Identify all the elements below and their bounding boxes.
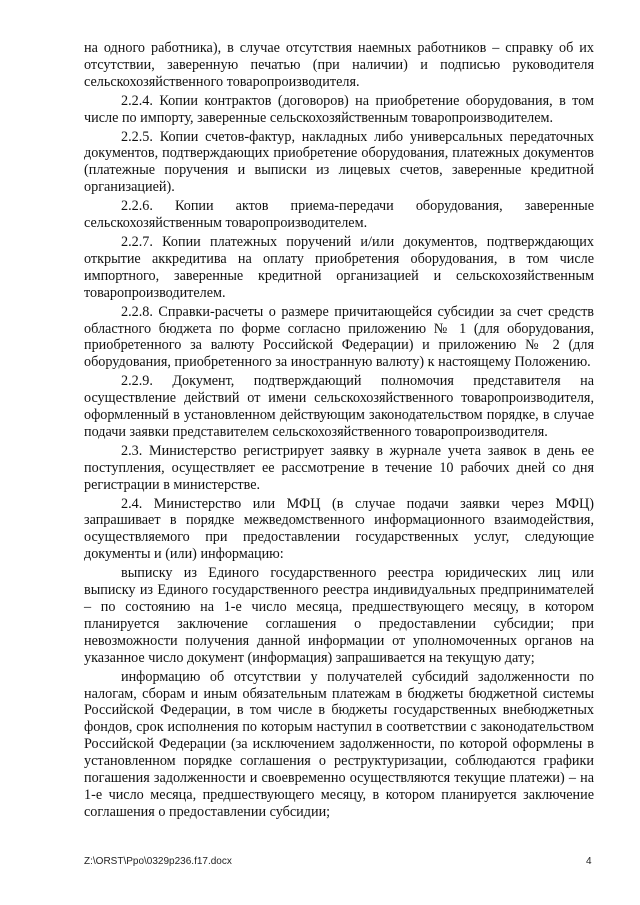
paragraph-2-4-egr-extract: выписку из Единого государственного реестра юридических лиц или выписку из Единого государственного реестра индивидуальных предпринимателей – по состоянию на 1-е число месяца, предшествующего месяцу, в котором планируется заключение соглашения о предоставлении субсидии; при невозможности получения данной информации от уполномоченных органов на указанное число документ (информация) запрашивается на текущую дату;: [84, 565, 594, 666]
paragraph-2-2-4: 2.2.4. Копии контрактов (договоров) на приобретение оборудования, в том числе по импорту, заверенные сельскохозяйственным товаропроизводителем.: [84, 92, 594, 126]
document-body: [84, 40, 594, 823]
paragraph-2-2-5: 2.2.5. Копии счетов-фактур, накладных либо универсальных передаточных документов, подтверждающих приобретение оборудования, платежных документов (платежные поручения и выписки из лицевых счетов, заверенные кредитной организацией).: [84, 128, 594, 196]
paragraph-2-4: 2.4. Министерство или МФЦ (в случае подачи заявки через МФЦ) запрашивает в порядке межведомственного информационного взаимодействия, осуществляемого при предоставлении государственных услуг, следующие документы и (или) информацию:: [84, 495, 594, 563]
paragraph-2-3: 2.3. Министерство регистрирует заявку в журнале учета заявок в день ее поступления, осуществляет ее рассмотрение в течение 10 рабочих дней со дня регистрации в министерстве.: [84, 442, 594, 493]
page-number: 4: [586, 856, 592, 867]
paragraph-2-4-tax-debt-info: информацию об отсутствии у получателей субсидий задолженности по налогам, сборам и иным обязательным платежам в бюджеты бюджетной системы Российской Федерации, в том числе в бюджеты государственных внебюджетных фондов, срок исполнения по которым наступил в соответствии с законодательством Российской Федерации (за исключением задолженности, по которой оформлены в установленном порядке соглашения о реструктуризации, соблюдаются графики погашения задолженности и своевременно осуществляются текущие платежи) – на 1-е число месяца, предшествующего месяцу, в котором планируется заключение соглашения о предоставлении субсидии;: [84, 668, 594, 820]
paragraph-2-2-6: 2.2.6. Копии актов приема-передачи оборудования, заверенные сельскохозяйственным товаропроизводителем.: [84, 198, 594, 232]
paragraph-2-2-8: 2.2.8. Справки-расчеты о размере причитающейся субсидии за счет средств областного бюджета по форме согласно приложению № 1 (для оборудования, приобретенного за валюту Российской Федерации) и приложению № 2 (для оборудования, приобретенного за иностранную валюту) к настоящему Положению.: [84, 303, 594, 371]
paragraph-2-2-9: 2.2.9. Документ, подтверждающий полномочия представителя на осуществление действий от имени сельскохозяйственного товаропроизводителя, оформленный в установленном действующим законодательством порядке, в случае подачи заявки представителем сельскохозяйственного товаропроизводителя.: [84, 373, 594, 440]
footer-file-path: Z:\ORST\Ppo\0329p236.f17.docx: [84, 856, 232, 867]
paragraph-continuation: на одного работника), в случае отсутствия наемных работников – справку об их отсутствии, заверенную печатью (при наличии) и подписью руководителя сельскохозяйственного товаропроизводителя.: [84, 40, 594, 90]
paragraph-2-2-7: 2.2.7. Копии платежных поручений и/или документов, подтверждающих открытие аккредитива на оплату приобретения оборудования, в том числе импортного, заверенные кредитной организацией и сельскохозяйственным товаропроизводителем.: [84, 233, 594, 301]
